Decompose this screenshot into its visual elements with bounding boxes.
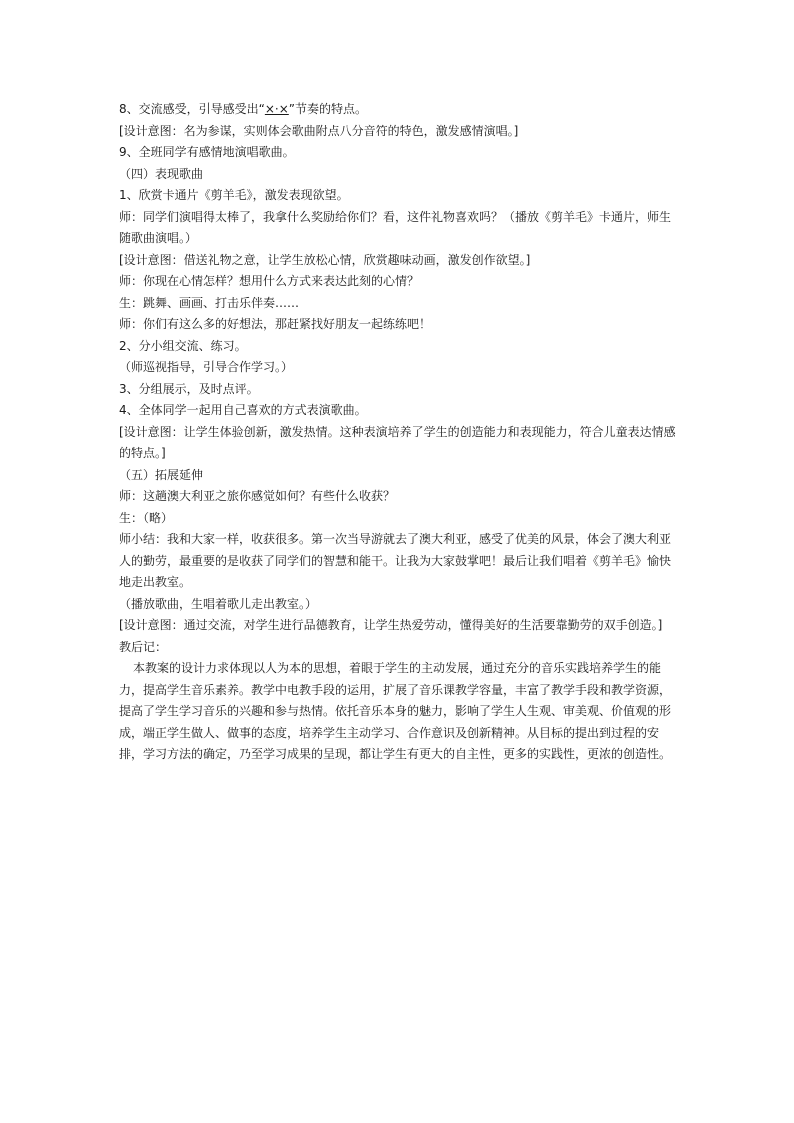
design-intent-3: [设计意图：让学生体验创新，激发热情。这种表演培养了学生的创造能力和表现能力，符合儿童表达情感的特点。]: [119, 424, 676, 460]
teacher-line-3: 师：你们有这么多的好想法，那赶紧找好朋友一起练练吧！: [119, 317, 432, 331]
teacher-line-2: 师：你现在心情怎样？想用什么方式来表达此刻的心情？: [119, 274, 420, 288]
reflection-heading: 教后记：: [119, 639, 168, 654]
step-8-paragraph: [119, 99, 679, 121]
student-line-1: 生：跳舞、画画、打击乐伴奏……: [119, 295, 300, 310]
reflection-paragraph: 本教案的设计力求体现以人为本的思想，着眼于学生的主动发展，通过充分的音乐实践培养学生的能力，提高学生音乐素养。教学中电教手段的运用，扩展了音乐课教学容量，丰富了教学手段和教学资源，提高了学生学习音乐的兴趣和参与热情。依托音乐本身的魅力，影响了学生人生观、审美观、价值观的形成，端正学生做人、做事的态度，培养学生主动学习、合作意识及创新精神。从目标的提出到过程的安排，学习方法的确定，乃至学习成果的呈现，都让学生有更大的自主性，更多的实践性，更浓的创造性。: [119, 661, 672, 761]
stage-direction-1: （师巡视指导，引导合作学习。）: [119, 360, 294, 374]
teacher-summary: 师小结：我和大家一样，收获很多。第一次当导游就去了澳大利亚，感受了优美的风景，体会了澳大利亚人的勤劳，最重要的是收获了同学们的智慧和能干。让我为大家鼓掌吧！最后让我们唱着《剪羊毛》愉快地走出教室。: [119, 532, 672, 589]
design-intent-2: [设计意图：借送礼物之意，让学生放松心情，欣赏趣味动画，激发创作欲望。]: [119, 252, 531, 267]
document-body: [119, 99, 679, 766]
section-4-step-4: 4、全体同学一起用自己喜欢的方式表演歌曲。: [119, 403, 367, 417]
student-line-2: 生：（略）: [119, 510, 174, 525]
stage-direction-2: （播放歌曲，生唱着歌儿走出教室。）: [119, 596, 318, 611]
step-8-text: 8、交流感受，引导感受出“: [119, 102, 265, 116]
design-intent-1: [设计意图：名为参谋，实则体会歌曲附点八分音符的特色，激发感情演唱。]: [119, 123, 519, 138]
section-4-step-2: 2、分小组交流、练习。: [119, 338, 247, 353]
step-8-text-end: ”节奏的特点。: [288, 102, 368, 116]
section-4-heading: （四）表现歌曲: [119, 166, 204, 181]
teacher-line-1: 师：同学们演唱得太棒了，我拿什么奖励给你们？看，这件礼物喜欢吗？（播放《剪羊毛》卡通片，师生随歌曲演唱。）: [119, 209, 672, 245]
design-intent-4: [设计意图：通过交流，对学生进行品德教育，让学生热爱劳动，懂得美好的生活要靠勤劳的双手创造。]: [119, 618, 663, 632]
teacher-line-4: 师：这趟澳大利亚之旅你感觉如何？有些什么收获？: [119, 489, 396, 503]
section-5-heading: （五）拓展延伸: [119, 467, 204, 482]
section-4-step-1: 1、欣赏卡通片《剪羊毛》，激发表现欲望。: [119, 188, 349, 202]
section-4-step-3: 3、分组展示，及时点评。: [119, 381, 259, 396]
step-9-paragraph: 9、全班同学有感情地演唱歌曲。: [119, 145, 295, 159]
rhythm-notation: ×·×: [264, 102, 289, 116]
